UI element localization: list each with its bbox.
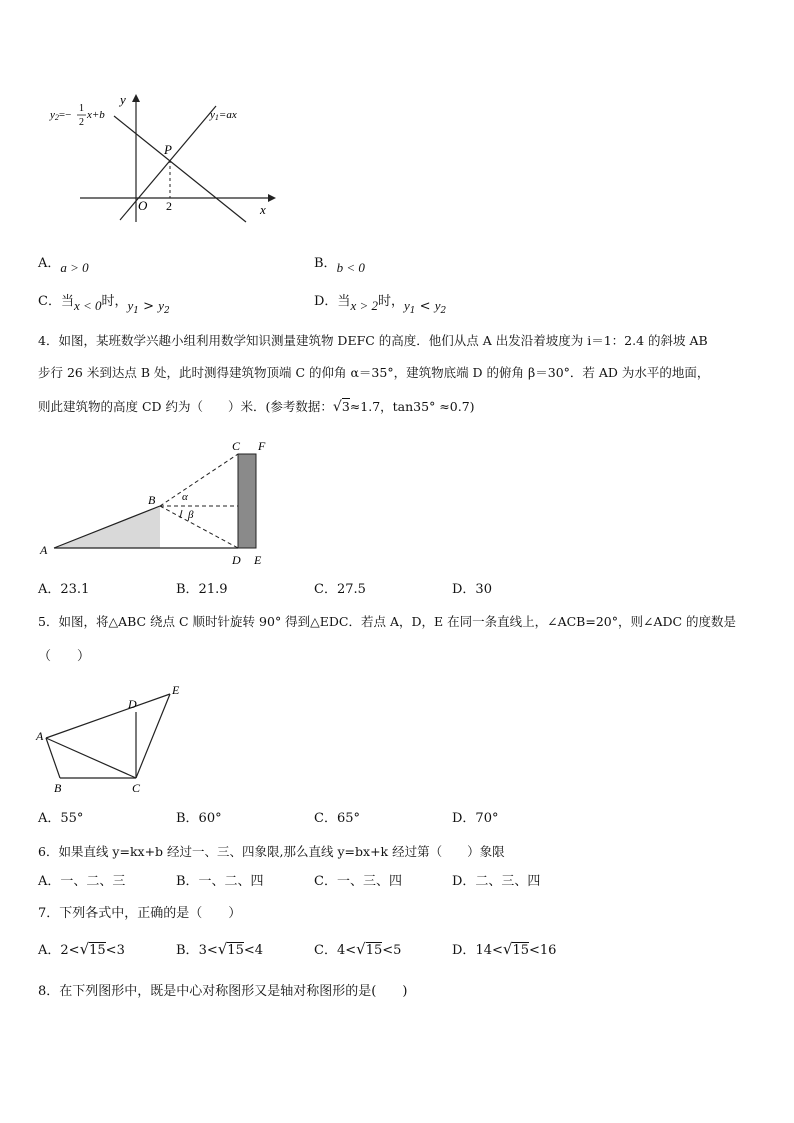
q3-option-b[interactable] — [314, 254, 365, 273]
q4-option-a[interactable]: A．23.1 — [38, 582, 90, 597]
q3-option-c[interactable] — [38, 292, 170, 315]
option-y1: y — [127, 298, 134, 313]
building-DEFC — [238, 454, 256, 548]
q3-graph-figure — [40, 88, 280, 228]
option-sub1: 1 — [133, 306, 140, 316]
q5-rotation-figure — [30, 682, 200, 798]
option-letter: A． — [38, 256, 61, 271]
q6-option-d[interactable]: D．二、三、四 — [452, 874, 541, 889]
option-y1: y — [404, 298, 410, 313]
sqrt-radical: √ — [356, 940, 366, 958]
option-y2: y — [158, 298, 164, 313]
label-B: B — [148, 493, 156, 507]
option-mid: 时， — [377, 294, 404, 309]
option-rel: < — [415, 299, 435, 314]
label-D: D — [128, 697, 137, 711]
label-A: A — [40, 543, 48, 557]
q4-slope-figure — [36, 436, 286, 570]
q6-option-a[interactable]: A．一、二、三 — [38, 874, 126, 889]
option-expr: a > 0 — [60, 260, 89, 275]
q7-option-c[interactable] — [314, 940, 401, 960]
y-axis-arrow — [132, 94, 140, 102]
sqrt-arg: 3 — [341, 399, 350, 414]
q7-stem: 7．下列各式中，正确的是（ ） — [38, 906, 242, 921]
q4-option-b[interactable]: B．21.9 — [176, 582, 228, 597]
q4-option-d[interactable]: D．30 — [452, 582, 492, 597]
q4-stem-pre: 则此建筑物的高度 CD 约为（ ）米．(参考数据： — [38, 399, 333, 414]
option-letter: C．当 — [38, 294, 74, 309]
option-sub2: 2 — [163, 306, 170, 316]
q6-stem: 6．如果直线 y=kx+b 经过一、三、四象限,那么直线 y=bx+k 经过第（ ）象限 — [38, 844, 505, 859]
option-y2: y — [434, 298, 441, 313]
sight-BC — [160, 454, 238, 506]
label-E: E — [172, 683, 180, 697]
option-letter: B． — [314, 256, 337, 271]
option-letter: B． — [176, 943, 199, 958]
option-cond: x > 2 — [350, 298, 378, 313]
option-letter: D．当 — [314, 294, 351, 309]
q5-stem-line2: （ ） — [38, 649, 91, 664]
label-y: y — [120, 92, 126, 107]
label-line1: y1=ax — [210, 109, 237, 122]
q5-option-b[interactable]: B．60° — [176, 811, 222, 826]
label-F: F — [258, 439, 266, 453]
label-x: x — [260, 202, 266, 217]
label-frac-num: 1 — [79, 103, 84, 114]
option-hi: <4 — [243, 943, 264, 958]
q3-option-d[interactable] — [314, 292, 446, 315]
option-sub1: 1 — [409, 306, 416, 316]
label-D: D — [232, 553, 241, 567]
option-hi: <3 — [105, 943, 125, 958]
q8-stem: 8．在下列图形中，既是中心对称图形又是轴对称图形的是( ) — [38, 984, 408, 999]
q6-option-c[interactable]: C．一、三、四 — [314, 874, 402, 889]
label-A: A — [36, 729, 44, 743]
q4-stem-post: ≈1.7，tan35° ≈0.7) — [349, 399, 475, 414]
seg-AE — [46, 694, 170, 738]
option-rel: > — [139, 299, 159, 314]
label-C: C — [232, 439, 241, 453]
q4-stem-line3 — [38, 398, 475, 416]
q5-option-c[interactable]: C．65° — [314, 811, 360, 826]
seg-EC — [136, 694, 170, 778]
sqrt-radical: √ — [502, 940, 513, 958]
option-hi: <16 — [528, 943, 557, 958]
sqrt-radical: √ — [332, 399, 342, 415]
option-lo: 14< — [475, 943, 503, 958]
option-lo: 4< — [336, 943, 357, 958]
label-frac-den: 2 — [79, 117, 84, 128]
q3-option-a[interactable] — [38, 254, 89, 273]
q7-option-b[interactable] — [176, 940, 263, 960]
option-lo: 2< — [60, 943, 80, 958]
q5-stem-line1: 5．如图，将△ABC 绕点 C 顺时针旋转 90° 得到△EDC．若点 A，D，E 在同一条直线上，∠ACB=20°，则∠ADC 的度数是 — [38, 614, 737, 629]
option-letter: D． — [452, 943, 476, 958]
seg-AC — [46, 738, 136, 778]
sight-BD — [160, 506, 238, 548]
q4-option-c[interactable]: C．27.5 — [314, 582, 366, 597]
option-expr: b < 0 — [336, 260, 365, 275]
sqrt-radical: √ — [217, 940, 228, 958]
label-B: B — [54, 781, 62, 795]
label-point-P: P — [164, 142, 172, 157]
q4-stem-line2: 步行 26 米到达点 B 处，此时测得建筑物顶端 C 的仰角 α＝35°，建筑物底端 D 的俯角 β＝30°．若 AD 为水平的地面， — [38, 365, 710, 380]
sqrt-radicand: 15 — [512, 943, 529, 958]
seg-AB — [46, 738, 60, 778]
q5-option-a[interactable]: A．55° — [38, 811, 84, 826]
sqrt-radical: √ — [79, 940, 90, 958]
label-line2-left: y2=− — [50, 109, 72, 122]
sqrt-radicand: 15 — [227, 943, 244, 958]
option-letter: C． — [314, 943, 337, 958]
option-letter: A． — [38, 943, 61, 958]
option-cond: x < 0 — [73, 298, 102, 313]
option-hi: <5 — [382, 943, 402, 958]
label-C: C — [132, 781, 141, 795]
label-tick-2: 2 — [166, 199, 172, 213]
label-E: E — [254, 553, 262, 567]
q5-option-d[interactable]: D．70° — [452, 811, 499, 826]
label-alpha: α — [182, 491, 188, 503]
q4-stem-line1: 4．如图，某班数学兴趣小组利用数学知识测量建筑物 DEFC 的高度．他们从点 A 出发沿着坡度为 i＝1：2.4 的斜坡 AB — [38, 333, 708, 348]
line-y2 — [114, 116, 246, 222]
sqrt-radicand: 15 — [89, 943, 106, 958]
x-axis-arrow — [268, 194, 276, 202]
label-origin: O — [138, 198, 148, 213]
option-mid: 时， — [101, 294, 128, 309]
option-lo: 3< — [198, 943, 218, 958]
option-sub2: 2 — [440, 306, 447, 316]
sqrt-radicand: 15 — [365, 943, 383, 958]
q6-option-b[interactable]: B．一、二、四 — [176, 874, 264, 889]
label-beta: β — [188, 509, 194, 521]
label-line2-tail: x+b — [87, 109, 105, 121]
q7-option-a[interactable] — [38, 940, 125, 960]
q7-option-d[interactable] — [452, 940, 556, 960]
